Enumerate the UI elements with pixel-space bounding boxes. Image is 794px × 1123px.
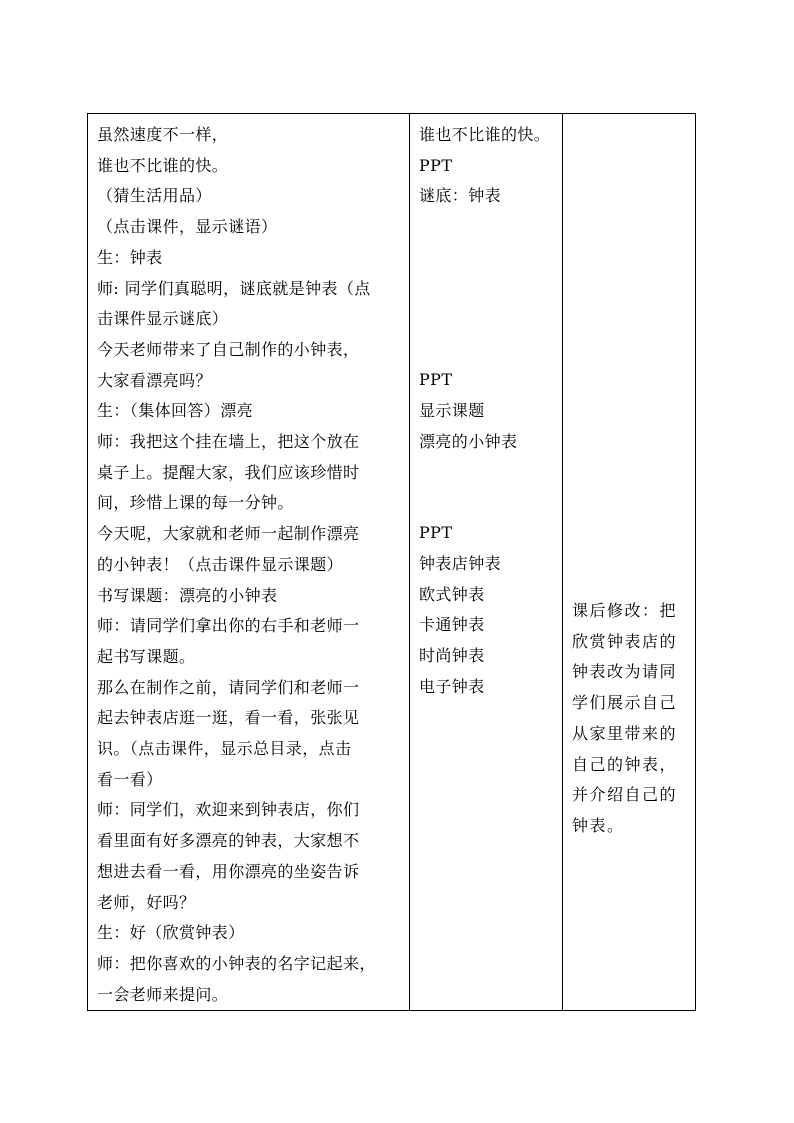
text-line: 一会老师来提问。 bbox=[97, 984, 229, 1004]
text-line: 间，珍惜上课的每一分钟。 bbox=[97, 493, 294, 513]
media-block-riddle bbox=[419, 120, 556, 212]
spacer bbox=[419, 457, 556, 518]
teaching-process-cell bbox=[88, 114, 410, 1011]
media-block-clocks bbox=[419, 518, 556, 702]
revision-note: 课后修改：把欣赏钟表店的钟表改为请同学们展示自己从家里带来的自己的钟表，并介绍自己的钟表。 bbox=[572, 601, 678, 835]
text-line: 识。（点击课件，显示总目录，点击 bbox=[97, 739, 352, 759]
text-line: 老师，好吗？ bbox=[97, 892, 196, 912]
text-line: 那么在制作之前，请同学们和老师一 bbox=[97, 677, 360, 697]
text-line: 生：（集体回答）漂亮 bbox=[97, 401, 254, 421]
notes-cell bbox=[563, 114, 696, 1011]
text-line: 钟表店钟表 bbox=[419, 553, 502, 573]
text-line: 书写课题：漂亮的小钟表 bbox=[97, 585, 278, 605]
text-line: 师: 同学们真聪明，谜底就是钟表（点 bbox=[97, 278, 371, 298]
text-line: 师：请同学们拿出你的右手和老师一 bbox=[97, 616, 360, 636]
text-line: 今天呢，大家就和老师一起制作漂亮 bbox=[97, 524, 360, 544]
text-line: 卡通钟表 bbox=[419, 615, 485, 635]
text-line: 击课件显示谜底） bbox=[97, 309, 229, 329]
text-line: 想进去看一看，用你漂亮的坐姿告诉 bbox=[97, 861, 360, 881]
text-line: 师：把你喜欢的小钟表的名字记起来， bbox=[97, 953, 376, 973]
media-block-title bbox=[419, 365, 556, 457]
text-line: 看里面有好多漂亮的钟表，大家想不 bbox=[97, 831, 360, 851]
lesson-plan-table bbox=[87, 113, 696, 1011]
text-line: 谜底：钟表 bbox=[419, 186, 502, 206]
text-line: 欧式钟表 bbox=[419, 584, 485, 604]
text-line: 的小钟表！（点击课件显示课题） bbox=[97, 554, 344, 574]
text-line: 时尚钟表 bbox=[419, 646, 485, 666]
text-line: 起书写课题。 bbox=[97, 646, 196, 666]
text-line: PPT bbox=[419, 523, 453, 543]
text-line: PPT bbox=[419, 155, 453, 175]
text-line: 谁也不比谁的快。 bbox=[97, 155, 229, 175]
spacer bbox=[419, 212, 556, 365]
text-line: （点击课件，显示谜语） bbox=[97, 217, 278, 237]
text-line: 生：钟表 bbox=[97, 247, 163, 267]
text-line: 今天老师带来了自己制作的小钟表， bbox=[97, 339, 360, 359]
text-line: 师：同学们，欢迎来到钟表店，你们 bbox=[97, 800, 360, 820]
text-line: 电子钟表 bbox=[419, 676, 485, 696]
text-line: 大家看漂亮吗？ bbox=[97, 370, 212, 390]
text-line: （猜生活用品） bbox=[97, 186, 212, 206]
text-line: PPT bbox=[419, 370, 453, 390]
media-cell bbox=[410, 114, 563, 1011]
text-line: 师：我把这个挂在墙上，把这个放在 bbox=[97, 432, 360, 452]
text-line: 谁也不比谁的快。 bbox=[419, 125, 551, 144]
text-line: 桌子上。提醒大家，我们应该珍惜时 bbox=[97, 462, 360, 482]
spacer bbox=[572, 120, 689, 596]
text-line: 看一看） bbox=[97, 769, 163, 789]
text-line: 显示课题 bbox=[419, 400, 485, 420]
text-line: 起去钟表店逛一逛，看一看，张张见 bbox=[97, 708, 360, 728]
text-line: 漂亮的小钟表 bbox=[419, 431, 518, 451]
table-row bbox=[88, 114, 696, 1011]
text-line: 虽然速度不一样， bbox=[97, 125, 229, 144]
text-line: 生：好（欣赏钟表） bbox=[97, 923, 245, 943]
